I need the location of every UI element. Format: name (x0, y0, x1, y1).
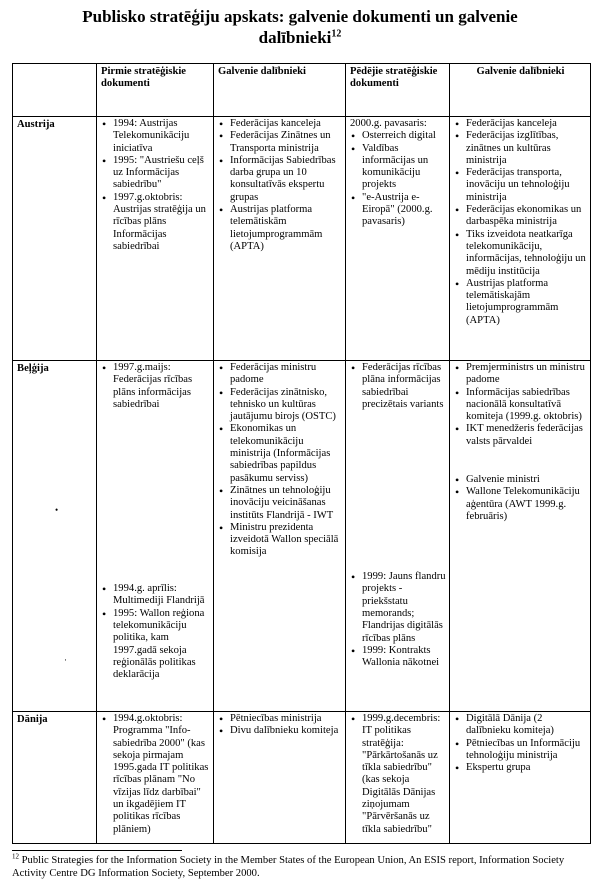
list-item: • Federācijas izglītības, zinātnes un kultūras ministrija (466, 130, 587, 167)
list-item: • 1995: "Austriešu ceļš uz Informācijas sabiedrību" (113, 155, 210, 192)
list-item: • Valdības informācijas un komunikāciju projekts (362, 143, 446, 192)
belgija-col4 (450, 361, 591, 712)
spacer (101, 411, 210, 583)
belgija-col1 (97, 361, 214, 712)
list-item: • Federācijas zinātnisko, tehnisko un kultūras jautājumu birojs (OSTC) (230, 387, 342, 424)
list-item: • Pētniecības ministrija (230, 713, 342, 725)
list-item: • Austrijas platforma telemātiskām lietojumprogrammām (APTA) (230, 204, 342, 253)
list-item: • Ekspertu grupa (466, 762, 587, 774)
danija-col1 (97, 712, 214, 844)
list-item: • Federācijas rīcības plāna informācijas sabiedrībai precizētais variants (362, 362, 446, 411)
list-item: • Galvenie ministri (466, 474, 587, 486)
list-item: • Federācijas ministru padome (230, 362, 342, 387)
list-item: • Divu dalībnieku komiteja (230, 725, 342, 737)
list-item: • 1995: Wallon reģiona telekomunikāciju politika, kam 1997.gadā sekoja reģionālās politikas deklarācija (113, 608, 210, 682)
list-item: • IKT menedžeris federācijas valsts pārvaldei (466, 423, 587, 448)
stray-mark: • (55, 505, 59, 515)
list-item: • 1999.g.decembris: IT politikas stratēģija: "Pārkārtošanās uz tīkla sabiedrību" (kas sekoja Digitālās Dānijas ziņojumam "Pārvēršanās uz tīkla sabiedrību" (362, 713, 446, 836)
list-item: • 1999: Kontrakts Wallonia nākotnei (362, 645, 446, 670)
stray-mark: · (64, 655, 67, 665)
col3-intro: 2000.g. pavasaris: (350, 118, 427, 129)
spacer (454, 448, 587, 474)
header-row (13, 64, 591, 117)
list-item: • Ekonomikas un telekomunikāciju ministrija (Informācijas sabiedrības papildus pasākumu serviss) (230, 423, 342, 484)
footnote-ref: 12 (331, 28, 342, 40)
list-item: • Informācijas Sabiedrības darba grupa un 10 konsultatīvās ekspertu grupas (230, 155, 342, 204)
list-item: • Pētniecības un Informāciju tehnoloģiju ministrija (466, 738, 587, 763)
list-item: • 1999: Jauns flandru projekts - priekšstatu memorands; Flandrijas digitālās rīcības plāns (362, 571, 446, 645)
page-title (0, 6, 600, 48)
country-belgija: Beļģija (13, 361, 97, 712)
list-item: • "e-Austrija e-Eiropā" (2000.g. pavasaris) (362, 192, 446, 229)
strategy-table (12, 63, 591, 844)
header-col1: Pirmie stratēģiskie dokumenti (97, 64, 214, 117)
list-item: • Zinātnes un tehnoloģiju inovāciju veicināšanas institūts Flandrijā - IWT (230, 485, 342, 522)
list-item: • Federācijas kanceleja (466, 118, 587, 130)
footnote (12, 852, 592, 881)
footnote-divider (12, 850, 182, 851)
header-col4: Galvenie dalībnieki (450, 64, 591, 117)
belgija-col2 (214, 361, 346, 712)
danija-col4 (450, 712, 591, 844)
header-col3: Pēdējie stratēģiskie dokumenti (346, 64, 450, 117)
list-item: • Federācijas kanceleja (230, 118, 342, 130)
list-item: • Tiks izveidota neatkarīga telekomunikāciju, informācijas, tehnoloģiju un mēdiju institūcija (466, 229, 587, 278)
title-line-2: dalībnieki (258, 28, 332, 47)
austrija-col3 (346, 117, 450, 361)
list-item: • Informācijas sabiedrības nacionālā konsultatīvā komiteja (1999.g. oktobris) (466, 387, 587, 424)
footnote-text: Public Strategies for the Information Society in the Member States of the European Union, An ESIS report, Information Society Activity Centre DG Information Society, September 2000. (12, 855, 565, 879)
spacer (350, 411, 446, 571)
list-item: • Federācijas ekonomikas un darbaspēka ministrija (466, 204, 587, 229)
title-line-1: Publisko stratēģiju apskats: galvenie dokumenti un galvenie (82, 7, 518, 26)
country-danija: Dānija (13, 712, 97, 844)
header-col2: Galvenie dalībnieki (214, 64, 346, 117)
list-item: • 1997.g.maijs: Federācijas rīcības plāns informācijas sabiedrībai (113, 362, 210, 411)
row-danija (13, 712, 591, 844)
list-item: • Premjerministrs un ministru padome (466, 362, 587, 387)
list-item: • Wallone Telekomunikāciju aģentūra (AWT 1999.g. februāris) (466, 486, 587, 523)
row-austrija (13, 117, 591, 361)
list-item: • 1994.g.oktobris: Programma "Info-sabiedrība 2000" (kas sekoja pirmajam 1995.gada IT politikas rīcības plānam "No vīzijas līdz darbībai" un ikgadējiem IT politikas rīcības plāniem) (113, 713, 210, 836)
list-item: • Digitālā Dānija (2 dalībnieku komiteja) (466, 713, 587, 738)
list-item: • 1997.g.oktobris: Austrijas stratēģija un rīcības plāns Informācijas sabiedrībai (113, 192, 210, 253)
corner-cell (13, 64, 97, 117)
list-item: • Federācijas Zinātnes un Transporta ministrija (230, 130, 342, 155)
footnote-mark: 12 (12, 852, 19, 861)
list-item: • 1994.g. aprīlis: Multimediji Flandrijā (113, 583, 210, 608)
danija-col2 (214, 712, 346, 844)
belgija-col3 (346, 361, 450, 712)
list-item: • Ministru prezidenta izveidotā Wallon speciālā komisija (230, 522, 342, 559)
list-item: • Federācijas transporta, inovāciju un tehnoloģiju ministrija (466, 167, 587, 204)
austrija-col2 (214, 117, 346, 361)
austrija-col4 (450, 117, 591, 361)
list-item: • Osterreich digital (362, 130, 446, 142)
row-belgija (13, 361, 591, 712)
list-item: • Austrijas platforma telemātiskajām lietojumprogrammām (APTA) (466, 278, 587, 327)
danija-col3 (346, 712, 450, 844)
austrija-col1 (97, 117, 214, 361)
list-item: • 1994: Austrijas Telekomunikāciju iniciatīva (113, 118, 210, 155)
country-austrija: Austrija (13, 117, 97, 361)
